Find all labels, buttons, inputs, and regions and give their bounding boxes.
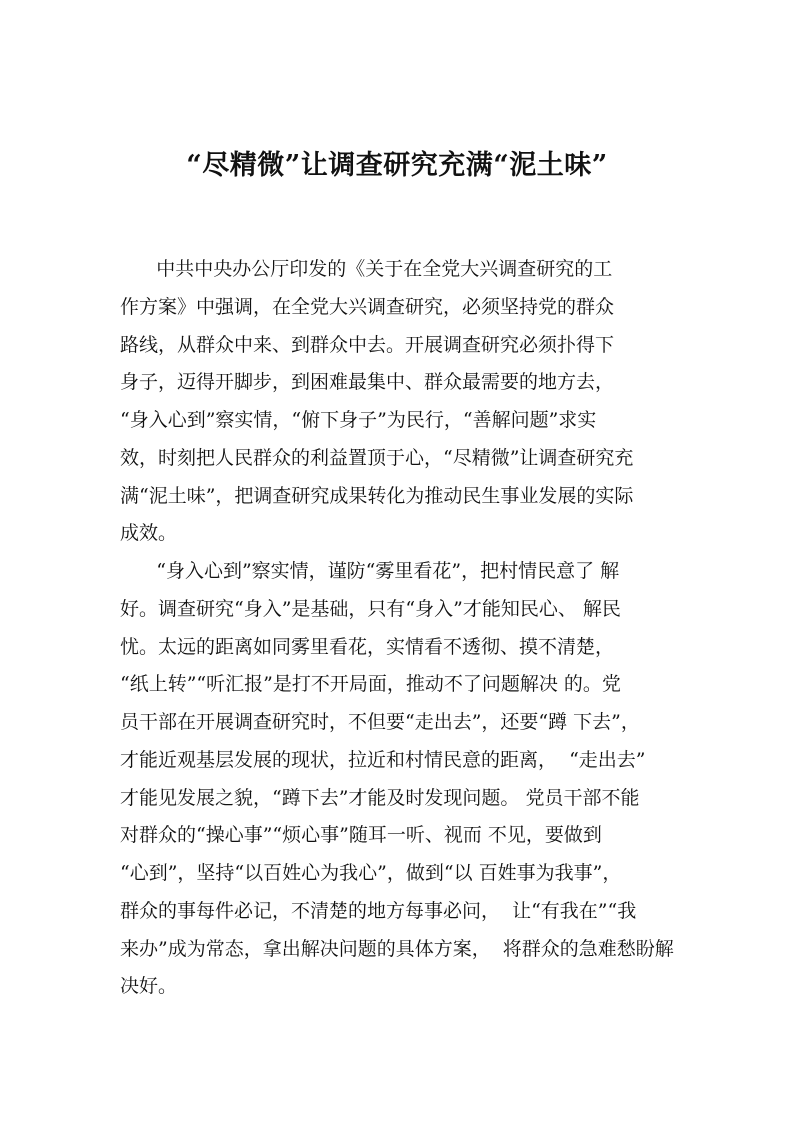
text-line: 满“泥土味”，把调查研究成果转化为推动民生事业发展的实际: [120, 484, 634, 507]
text-line: 成效。: [120, 522, 178, 545]
text-line: “身入心到”察实情，谨防“雾里看花”，把村情民意了 解: [120, 560, 620, 582]
text-line: “纸上转”“听汇报”是打不开局面，推动不了问题解决 的。党: [120, 673, 621, 696]
text-line: 效，时刻把人民群众的利益置顶于心，“尽精微”让调查研究充: [120, 446, 634, 469]
text-line: “身入心到”察实情，“俯下身子”为民行，“善解问题”求实: [120, 409, 597, 431]
text-line: 群众的事每件必记，不清楚的地方每事必问， 让“有我在”“我: [120, 899, 637, 922]
text-line: 身子，迈得开脚步，到困难最集中、群众最需要的地方去，: [120, 371, 615, 394]
text-line: 才能见发展之貌，“蹲下去”才能及时发现问题。 党员干部不能: [120, 786, 640, 809]
text-line: 作方案》中强调，在全党大兴调查研究，必须坚持党的群众: [120, 295, 615, 318]
text-line: 来办”成为常态，拿出解决问题的具体方案， 将群众的急难愁盼解: [120, 937, 674, 960]
text-line: 决好。: [120, 975, 178, 998]
text-line: 忧。太远的距离如同雾里看花，实情看不透彻、摸不清楚，: [120, 635, 615, 658]
text-line: “心到”，坚持“以百姓心为我心”，做到“以 百姓事为我事”，: [120, 862, 622, 884]
document-body: [120, 251, 692, 1006]
text-line: 中共中央办公厅印发的《关于在全党大兴调查研究的工: [120, 258, 613, 280]
text-line: 对群众的“操心事”“烦心事”随耳一听、视而 不见，要做到: [120, 824, 602, 847]
text-line: 员干部在开展调查研究时，不但要“走出去”，还要“蹲 下去”，: [120, 711, 640, 733]
paragraph-1: [120, 251, 692, 553]
paragraph-2: [120, 553, 692, 1006]
document-title: “尽精微”让调查研究充满“泥土味”: [186, 150, 608, 181]
text-line: 才能近观基层发展的现状，拉近和村情民意的距离， “走出去”: [120, 748, 646, 771]
text-line: 好。调查研究“身入”是基础，只有“身入”才能知民心、 解民: [120, 597, 621, 620]
text-line: 路线，从群众中来、到群众中去。开展调查研究必须扑得下: [120, 333, 615, 356]
